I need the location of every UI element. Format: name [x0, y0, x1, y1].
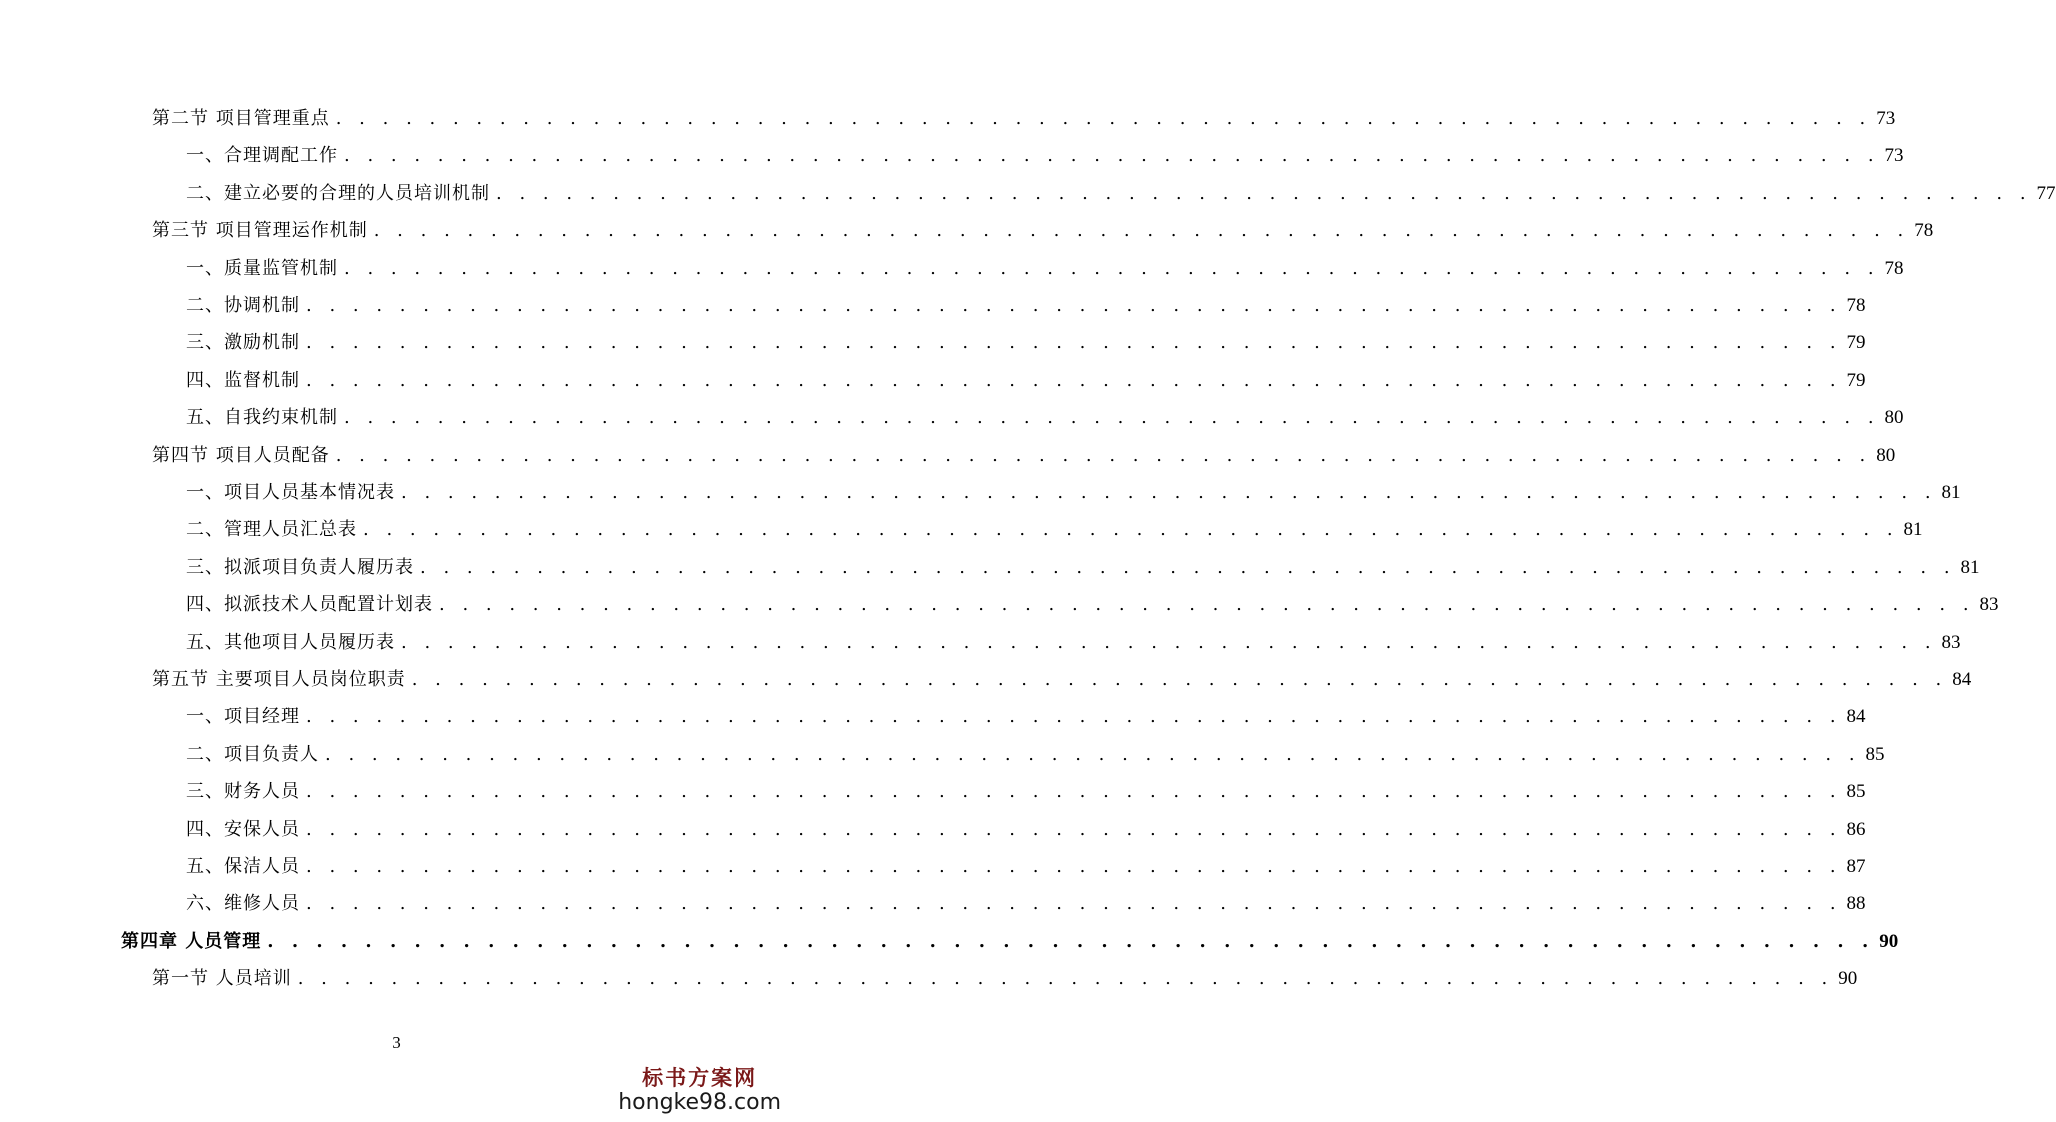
toc-entry[interactable]: [186, 366, 1866, 396]
toc-entry-label: 第五节 主要项目人员岗位职责: [152, 669, 406, 690]
watermark-site-name: 标书方案网: [642, 1065, 758, 1090]
toc-dot-leader: . . . . . . . . . . . . . . . . . . . . . . . . . . . . . . . . . . . . . . . . . . . . . . . . . . . . . . . . . . . . . . . . . .: [401, 482, 1937, 503]
page-number: 3: [392, 1033, 401, 1052]
toc-entry-page: 90: [1879, 931, 1899, 952]
toc-entry-page: 83: [1941, 632, 1961, 653]
toc-dot-leader: . . . . . . . . . . . . . . . . . . . . . . . . . . . . . . . . . . . . . . . . . . . . . . . . . . . . . . . . . . . . . . . . . .: [306, 332, 1842, 353]
toc-dot-leader: . . . . . . . . . . . . . . . . . . . . . . . . . . . . . . . . . . . . . . . . . . . . . . . . . . . . . . . . . . . . . . . . . .: [306, 819, 1842, 840]
toc-entry-page: 77: [2036, 183, 2056, 204]
toc-entry[interactable]: [186, 740, 1885, 770]
toc-entry-page: 81: [1960, 557, 1980, 578]
toc-entry[interactable]: [152, 216, 1934, 246]
toc-dot-leader: . . . . . . . . . . . . . . . . . . . . . . . . . . . . . . . . . . . . . . . . . . . . . . . . . . . . . . . . . . . . . . . . . .: [306, 295, 1842, 316]
toc-entry-label: 四、监督机制: [186, 370, 300, 391]
toc-entry-page: 84: [1846, 706, 1866, 727]
toc-dot-leader: . . . . . . . . . . . . . . . . . . . . . . . . . . . . . . . . . . . . . . . . . . . . . . . . . . . . . . . . . . . . . . . . . .: [335, 445, 1872, 466]
toc-entry-page: 78: [1884, 258, 1904, 279]
site-watermark: [618, 1066, 781, 1116]
toc-entry-label: 三、拟派项目负责人履历表: [186, 557, 414, 578]
toc-entry[interactable]: [186, 815, 1866, 845]
toc-dot-leader: . . . . . . . . . . . . . . . . . . . . . . . . . . . . . . . . . . . . . . . . . . . . . . . . . . . . . . . . . . . . . . . . . .: [325, 744, 1861, 765]
toc-entry-label: 六、维修人员: [186, 893, 300, 914]
toc-entry-label: 一、项目经理: [186, 706, 300, 727]
toc-entry[interactable]: [186, 328, 1866, 358]
toc-entry-page: 84: [1952, 669, 1972, 690]
toc-entry-page: 80: [1884, 407, 1904, 428]
toc-entry-label: 第一节 人员培训: [152, 968, 292, 989]
toc-entry-label: 一、项目人员基本情况表: [186, 482, 395, 503]
toc-dot-leader: . . . . . . . . . . . . . . . . . . . . . . . . . . . . . . . . . . . . . . . . . . . . . . . . . . . . . . . . . . . . . . . . . .: [344, 145, 1880, 166]
toc-entry-page: 80: [1876, 445, 1896, 466]
toc-entry-label: 四、拟派技术人员配置计划表: [186, 594, 433, 615]
toc-entry-page: 73: [1876, 108, 1896, 129]
toc-dot-leader: . . . . . . . . . . . . . . . . . . . . . . . . . . . . . . . . . . . . . . . . . . . . . . . . . . . . . . . . . . . . . . . . . .: [335, 108, 1872, 129]
toc-entry[interactable]: [186, 553, 1980, 583]
toc-entry-label: 二、管理人员汇总表: [186, 519, 357, 540]
toc-dot-leader: . . . . . . . . . . . . . . . . . . . . . . . . . . . . . . . . . . . . . . . . . . . . . . . . . . . . . . . . . . . . . . . . . .: [363, 519, 1899, 540]
toc-entry[interactable]: [186, 478, 1961, 508]
toc-dot-leader: . . . . . . . . . . . . . . . . . . . . . . . . . . . . . . . . . . . . . . . . . . . . . . . . . . . . . . . . . . . . . . . . . .: [496, 183, 2032, 204]
toc-entry-page: 83: [1979, 594, 1999, 615]
toc-entry[interactable]: [186, 254, 1904, 284]
toc-entry-label: 三、财务人员: [186, 781, 300, 802]
toc-entry[interactable]: [186, 852, 1866, 882]
toc-entry-page: 73: [1884, 145, 1904, 166]
toc-entry-label: 第二节 项目管理重点: [152, 108, 330, 129]
toc-entry[interactable]: [186, 590, 1999, 620]
toc-entry-label: 第四章 人员管理: [121, 931, 262, 952]
toc-entry[interactable]: [186, 628, 1961, 658]
toc-entry-page: 81: [1903, 519, 1923, 540]
toc-entry-page: 78: [1914, 220, 1934, 241]
toc-entry[interactable]: [121, 927, 1899, 957]
toc-entry-label: 四、安保人员: [186, 819, 300, 840]
toc-dot-leader: . . . . . . . . . . . . . . . . . . . . . . . . . . . . . . . . . . . . . . . . . . . . . . . . . . . . . . . . . . . . . . . . . .: [267, 931, 1875, 952]
toc-dot-leader: . . . . . . . . . . . . . . . . . . . . . . . . . . . . . . . . . . . . . . . . . . . . . . . . . . . . . . . . . . . . . . . . . .: [420, 557, 1956, 578]
toc-dot-leader: . . . . . . . . . . . . . . . . . . . . . . . . . . . . . . . . . . . . . . . . . . . . . . . . . . . . . . . . . . . . . . . . . .: [344, 407, 1880, 428]
toc-entry-label: 二、项目负责人: [186, 744, 319, 765]
toc-dot-leader: . . . . . . . . . . . . . . . . . . . . . . . . . . . . . . . . . . . . . . . . . . . . . . . . . . . . . . . . . . . . . . . . . .: [306, 706, 1842, 727]
toc-dot-leader: . . . . . . . . . . . . . . . . . . . . . . . . . . . . . . . . . . . . . . . . . . . . . . . . . . . . . . . . . . . . . . . . . .: [297, 968, 1834, 989]
toc-dot-leader: . . . . . . . . . . . . . . . . . . . . . . . . . . . . . . . . . . . . . . . . . . . . . . . . . . . . . . . . . . . . . . . . . .: [344, 258, 1880, 279]
toc-entry-label: 二、建立必要的合理的人员培训机制: [186, 183, 490, 204]
toc-entry-label: 五、自我约束机制: [186, 407, 338, 428]
toc-entry-page: 85: [1846, 781, 1866, 802]
toc-entry[interactable]: [152, 441, 1896, 471]
toc-dot-leader: . . . . . . . . . . . . . . . . . . . . . . . . . . . . . . . . . . . . . . . . . . . . . . . . . . . . . . . . . . . . . . . . . .: [401, 632, 1937, 653]
toc-entry-page: 85: [1865, 744, 1885, 765]
toc-entry[interactable]: [186, 702, 1866, 732]
toc-entry[interactable]: [152, 964, 1858, 994]
toc-entry-page: 90: [1838, 968, 1858, 989]
toc-dot-leader: . . . . . . . . . . . . . . . . . . . . . . . . . . . . . . . . . . . . . . . . . . . . . . . . . . . . . . . . . . . . . . . . . .: [411, 669, 1948, 690]
toc-entry-label: 第四节 项目人员配备: [152, 445, 330, 466]
toc-entry[interactable]: [152, 665, 1972, 695]
watermark-url: hongke98.com: [618, 1090, 781, 1115]
toc-entry-label: 三、激励机制: [186, 332, 300, 353]
toc-entry[interactable]: [186, 291, 1866, 321]
toc-entry[interactable]: [186, 403, 1904, 433]
toc-entry-label: 一、合理调配工作: [186, 145, 338, 166]
toc-entry[interactable]: [186, 777, 1866, 807]
toc-entry-label: 二、协调机制: [186, 295, 300, 316]
toc-entry-page: 88: [1846, 893, 1866, 914]
toc-entry[interactable]: [186, 141, 1904, 171]
toc-entry[interactable]: [186, 179, 2056, 209]
toc-entry[interactable]: [152, 104, 1896, 134]
toc-entry-page: 86: [1846, 819, 1866, 840]
toc-entry-label: 五、保洁人员: [186, 856, 300, 877]
toc-dot-leader: . . . . . . . . . . . . . . . . . . . . . . . . . . . . . . . . . . . . . . . . . . . . . . . . . . . . . . . . . . . . . . . . . .: [306, 856, 1842, 877]
toc-dot-leader: . . . . . . . . . . . . . . . . . . . . . . . . . . . . . . . . . . . . . . . . . . . . . . . . . . . . . . . . . . . . . . . . . .: [439, 594, 1975, 615]
toc-dot-leader: . . . . . . . . . . . . . . . . . . . . . . . . . . . . . . . . . . . . . . . . . . . . . . . . . . . . . . . . . . . . . . . . . .: [306, 370, 1842, 391]
toc-dot-leader: . . . . . . . . . . . . . . . . . . . . . . . . . . . . . . . . . . . . . . . . . . . . . . . . . . . . . . . . . . . . . . . . . .: [306, 893, 1842, 914]
toc-entry[interactable]: [186, 889, 1866, 919]
toc-entry-label: 五、其他项目人员履历表: [186, 632, 395, 653]
toc-dot-leader: . . . . . . . . . . . . . . . . . . . . . . . . . . . . . . . . . . . . . . . . . . . . . . . . . . . . . . . . . . . . . . . . . .: [373, 220, 1910, 241]
toc-dot-leader: . . . . . . . . . . . . . . . . . . . . . . . . . . . . . . . . . . . . . . . . . . . . . . . . . . . . . . . . . . . . . . . . . .: [306, 781, 1842, 802]
toc-entry-page: 78: [1846, 295, 1866, 316]
toc-entry-page: 81: [1941, 482, 1961, 503]
toc-entry[interactable]: [186, 515, 1923, 545]
toc-entry-page: 79: [1846, 370, 1866, 391]
toc-entry-page: 87: [1846, 856, 1866, 877]
toc-entry-label: 一、质量监管机制: [186, 258, 338, 279]
toc-entry-label: 第三节 项目管理运作机制: [152, 220, 368, 241]
toc-entry-page: 79: [1846, 332, 1866, 353]
